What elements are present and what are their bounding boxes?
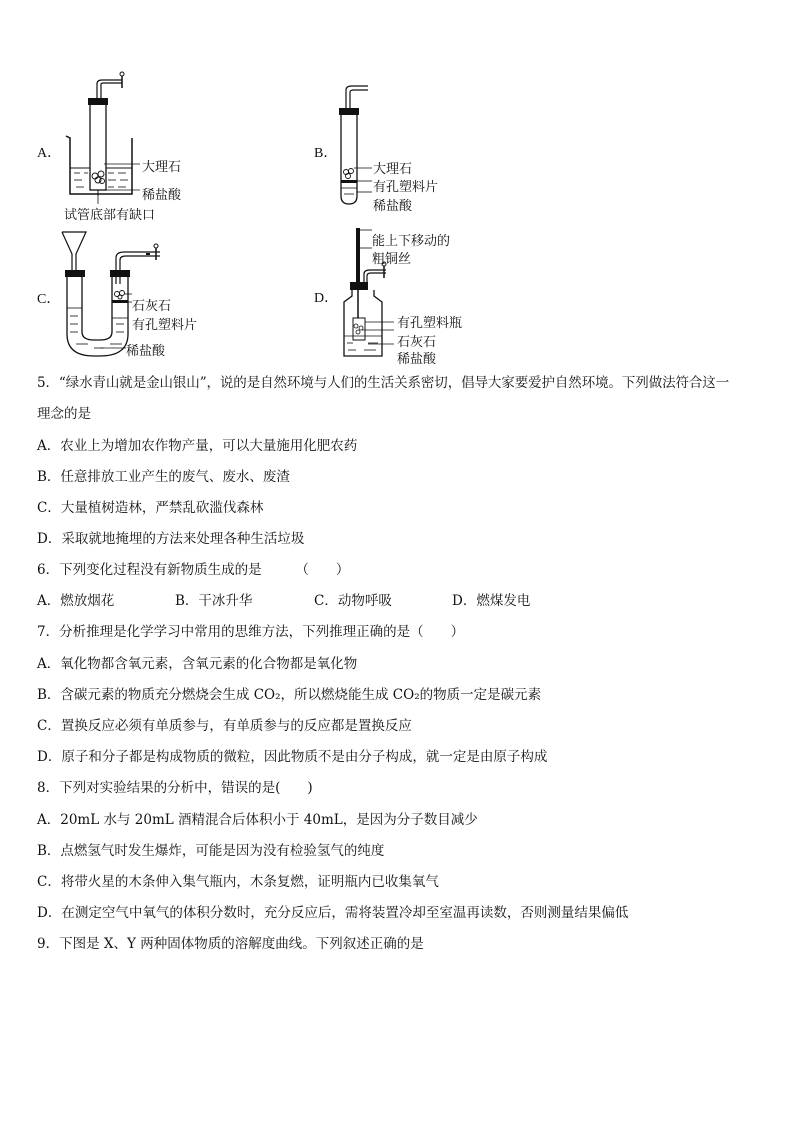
apparatus-a-label-marble: 大理石 <box>142 160 182 175</box>
question-5-stem-line-1: 5．“绿水青山就是金山银山”，说的是自然环境与人们的生活关系密切，倡导大家要爱护自然环境。下列做法符合这一 <box>37 375 730 391</box>
apparatus-d-label-bottle: 有孔塑料瓶 <box>397 316 463 331</box>
apparatus-c-label-plate: 有孔塑料片 <box>132 318 198 333</box>
question-7-option-d: D．原子和分子都是构成物质的微粒，因此物质不是由分子构成，就一定是由原子构成 <box>37 749 548 765</box>
apparatus-a-label-note: 试管底部有缺口 <box>64 208 156 223</box>
question-7-option-b: B．含碳元素的物质充分燃烧会生成 CO₂，所以燃烧能生成 CO₂的物质一定是碳元素 <box>37 687 542 703</box>
question-7-option-c: C．置换反应必须有单质参与，有单质参与的反应都是置换反应 <box>37 718 412 734</box>
apparatus-a-diagram <box>60 78 150 198</box>
question-7-option-a: A．氧化物都含氧元素，含氧元素的化合物都是氧化物 <box>37 656 358 672</box>
apparatus-d-letter: D． <box>314 291 339 306</box>
question-5-option-c: C．大量植树造林，严禁乱砍滥伐森林 <box>37 500 264 516</box>
apparatus-c-label-limestone: 石灰石 <box>132 299 172 314</box>
question-5-option-d: D．采取就地掩埋的方法来处理各种生活垃圾 <box>37 531 305 547</box>
apparatus-a-label-acid: 稀盐酸 <box>142 188 182 203</box>
apparatus-c-label-acid: 稀盐酸 <box>126 344 166 359</box>
question-6-option-d: D．燃煤发电 <box>452 593 531 609</box>
question-6-option-c: C．动物呼吸 <box>314 593 392 609</box>
apparatus-b-letter: B． <box>314 146 338 161</box>
apparatus-c-letter: C． <box>37 292 61 307</box>
apparatus-d-label-wire-1: 能上下移动的 <box>372 234 451 249</box>
apparatus-b-label-marble: 大理石 <box>373 162 413 177</box>
question-8-stem: 8．下列对实验结果的分析中，错误的是( ) <box>37 780 313 796</box>
apparatus-d-label-limestone: 石灰石 <box>397 335 437 350</box>
question-5-option-a: A．农业上为增加农作物产量，可以大量施用化肥农药 <box>37 438 358 454</box>
question-9-stem: 9．下图是 X、Y 两种固体物质的溶解度曲线。下列叙述正确的是 <box>37 936 424 952</box>
question-6-option-a: A．燃放烟花 <box>37 593 115 609</box>
question-8-option-a: A．20mL 水与 20mL 酒精混合后体积小于 40mL，是因为分子数目减少 <box>37 812 478 828</box>
question-6-option-b: B．干冰升华 <box>175 593 253 609</box>
question-8-option-b: B．点燃氢气时发生爆炸，可能是因为没有检验氢气的纯度 <box>37 843 385 859</box>
question-7-stem: 7．分析推理是化学学习中常用的思维方法，下列推理正确的是（ ） <box>37 624 465 640</box>
apparatus-b-diagram <box>336 84 376 208</box>
question-6-stem: 6．下列变化过程没有新物质生成的是 （ ） <box>37 562 350 578</box>
apparatus-b-label-acid: 稀盐酸 <box>373 199 413 214</box>
apparatus-d-label-wire-2: 粗铜丝 <box>372 252 412 267</box>
apparatus-b-label-plate: 有孔塑料片 <box>373 180 439 195</box>
apparatus-a-letter: A． <box>37 146 62 161</box>
apparatus-d-label-acid: 稀盐酸 <box>397 352 437 367</box>
question-5-option-b: B．任意排放工业产生的废气、废水、废渣 <box>37 469 290 485</box>
question-8-option-d: D．在测定空气中氧气的体积分数时，充分反应后，需将装置冷却至室温再读数，否则测量结果偏低 <box>37 905 629 921</box>
question-8-option-c: C．将带火星的木条伸入集气瓶内，木条复燃，证明瓶内已收集氧气 <box>37 874 439 890</box>
question-5-stem-line-2: 理念的是 <box>37 406 91 422</box>
